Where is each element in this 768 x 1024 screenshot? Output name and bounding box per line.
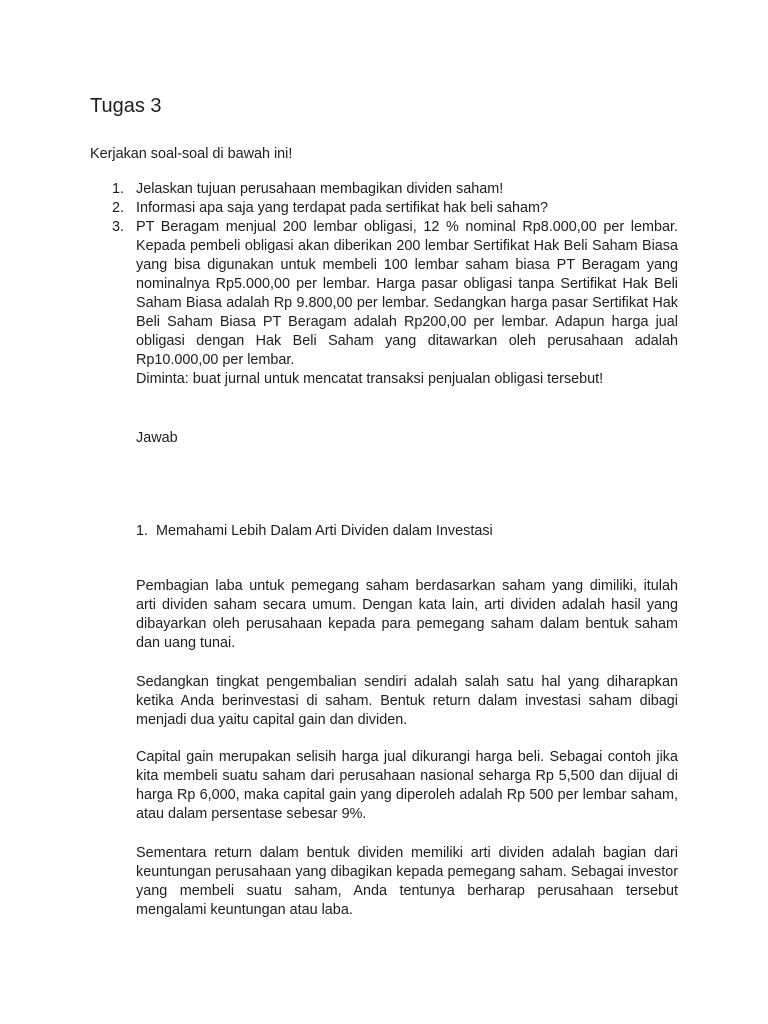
- answer-paragraph-3: Capital gain merupakan selisih harga jual dikurangi harga beli. Sebagai contoh jika kita membeli suatu saham dari perusahaan nasional seharga Rp 5,500 dan dijual di harga Rp 6,000, maka capital gain yang diperoleh adalah Rp 500 per lembar saham, atau dalam persentase sebesar 9%.: [136, 749, 678, 822]
- question-number: 2.: [112, 200, 125, 216]
- question-number: 1.: [112, 181, 125, 197]
- question-item-2: [112, 199, 678, 218]
- answer-paragraph-2: Sedangkan tingkat pengembalian sendiri adalah salah satu hal yang diharapkan ketika Anda berinvestasi di saham. Bentuk return dalam investasi saham dibagi menjadi dua yaitu capital gain dan dividen.: [136, 674, 678, 728]
- answer-label: Jawab: [136, 430, 178, 446]
- document-title: Tugas 3: [90, 95, 162, 117]
- question-text: Informasi apa saja yang terdapat pada sertifikat hak beli saham?: [136, 200, 548, 216]
- question-list: [112, 180, 678, 389]
- question-item-1: [112, 180, 678, 199]
- instruction-text: Kerjakan soal-soal di bawah ini!: [90, 146, 293, 162]
- answer-paragraph-1: Pembagian laba untuk pemegang saham berdasarkan saham yang dimiliki, itulah arti dividen saham secara umum. Dengan kata lain, arti dividen adalah hasil yang dibayarkan oleh perusahaan kepada para pemegang saham dalam bentuk saham dan uang tunai.: [136, 578, 678, 651]
- answer-heading-number: 1.: [136, 523, 149, 539]
- answer-heading: [136, 522, 493, 541]
- answer-paragraph-4: Sementara return dalam bentuk dividen memiliki arti dividen adalah bagian dari keuntungan perusahaan yang dibagikan kepada pemegang saham. Sebagai investor yang membeli suatu saham, Anda tentunya berharap perusahaan tersebut mengalami keuntungan atau laba.: [136, 845, 678, 918]
- question-text: Jelaskan tujuan perusahaan membagikan dividen saham!: [136, 181, 504, 197]
- question-number: 3.: [112, 219, 125, 235]
- answer-heading-text: Memahami Lebih Dalam Arti Dividen dalam Investasi: [156, 523, 493, 539]
- question-text: PT Beragam menjual 200 lembar obligasi, 12 % nominal Rp8.000,00 per lembar. Kepada pembeli obligasi akan diberikan 200 lembar Sertifikat Hak Beli Saham Biasa yang bisa digunakan untuk membeli 100 lembar saham biasa PT Beragam yang nominalnya Rp5.000,00 per lembar. Harga pasar obligasi tanpa Sertifikat Hak Beli Saham Biasa adalah Rp 9.800,00 per lembar. Sedangkan harga pasar Sertifikat Hak Beli Saham Biasa PT Beragam adalah Rp200,00 per lembar. Adapun harga jual obligasi dengan Hak Beli Saham yang ditawarkan oleh perusahaan adalah Rp10.000,00 per lembar.: [136, 219, 678, 368]
- question-request-text: Diminta: buat jurnal untuk mencatat transaksi penjualan obligasi tersebut!: [136, 371, 604, 387]
- question-item-3: [112, 218, 678, 389]
